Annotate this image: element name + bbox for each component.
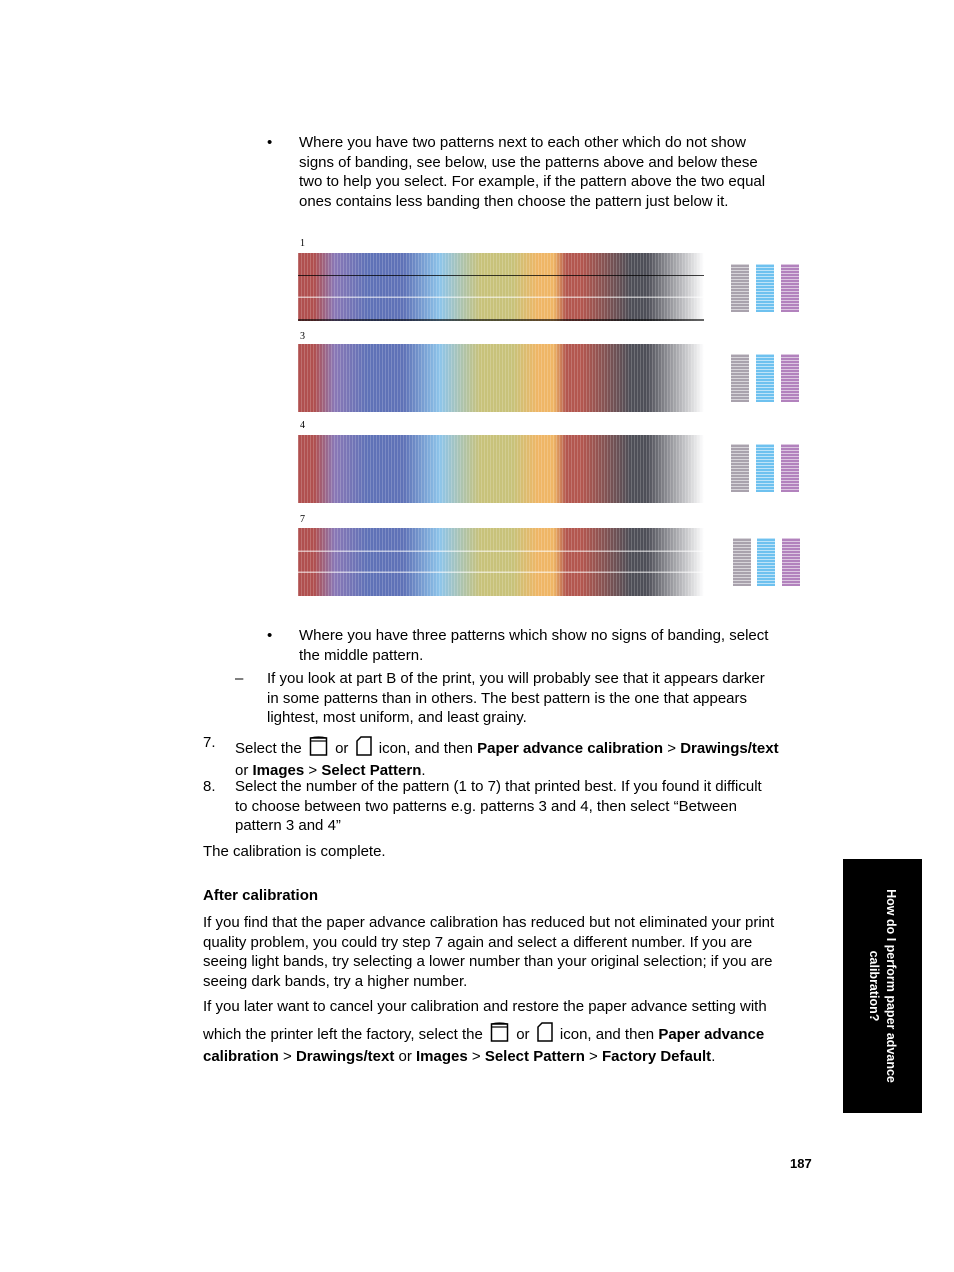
dash-text bbox=[267, 669, 812, 728]
menu-images: Images bbox=[416, 1048, 468, 1065]
bullet-1-text bbox=[299, 133, 809, 211]
side-tab-line: calibration? bbox=[867, 950, 881, 1022]
text-line: Where you have two patterns next to each other which do not show bbox=[299, 134, 746, 151]
text-line: seeing light bands, try selecting a lower number than your original selection; if you are bbox=[203, 953, 773, 970]
menu-factory-default: Factory Default bbox=[601, 1048, 712, 1065]
pattern-square-purple bbox=[782, 538, 800, 586]
menu-drawings-text: Drawings/text bbox=[295, 1048, 395, 1065]
chapter-side-tab-text bbox=[865, 866, 899, 1106]
dash-symbol: – bbox=[235, 670, 244, 687]
pattern-square-blue bbox=[756, 444, 774, 492]
text-line: Select the number of the pattern (1 to 7) that printed best. If you found it difficult bbox=[235, 778, 762, 795]
text: . bbox=[711, 1048, 716, 1065]
pattern-square-gray bbox=[733, 538, 751, 586]
text-line: to choose between two patterns e.g. patterns 3 and 4, then select “Between bbox=[235, 797, 737, 815]
step-8-number: 8. bbox=[203, 778, 216, 795]
text-line: the middle pattern. bbox=[299, 646, 424, 664]
bullet-marker: • bbox=[267, 134, 273, 151]
paragraph-1 bbox=[203, 913, 818, 991]
pattern-square-gray bbox=[731, 264, 749, 312]
pattern-square-blue bbox=[757, 538, 775, 586]
text: > bbox=[589, 1048, 598, 1065]
sheet-paper-icon bbox=[356, 736, 372, 762]
pattern-strip-3 bbox=[298, 344, 704, 412]
menu-paper-advance-calibration: Paper advance calibration bbox=[477, 740, 664, 757]
pattern-square-blue bbox=[756, 354, 774, 402]
text: . bbox=[421, 762, 426, 779]
bullet-marker: • bbox=[267, 627, 273, 644]
step-8-text bbox=[235, 777, 815, 836]
pattern-label: 3 bbox=[300, 331, 305, 342]
menu-calibration: calibration bbox=[203, 1048, 279, 1065]
bullet-2-text bbox=[299, 626, 809, 665]
step-7-number: 7. bbox=[203, 734, 216, 751]
text-line: in some patterns than in others. The best pattern is the one that appears bbox=[267, 689, 748, 707]
text-line: two to help you select. For example, if the pattern above the two equal bbox=[299, 173, 766, 190]
pattern-square-purple bbox=[781, 444, 799, 492]
pattern-strip-1 bbox=[298, 253, 704, 321]
text-line: If you look at part B of the print, you will probably see that it appears darker bbox=[267, 670, 765, 687]
text: icon, and then bbox=[378, 740, 473, 757]
text: > bbox=[308, 762, 318, 779]
text-line: lightest, most uniform, and least grainy. bbox=[267, 709, 527, 726]
pattern-square-gray bbox=[731, 354, 749, 402]
menu-select-pattern: Select Pattern bbox=[321, 762, 422, 779]
text: or bbox=[398, 1048, 412, 1065]
text-line: If you later want to cancel your calibration and restore the paper advance setting with bbox=[203, 998, 767, 1015]
pattern-square-purple bbox=[781, 264, 799, 312]
text-line: seeing dark bands, try a higher number. bbox=[203, 972, 468, 990]
bullet-1 bbox=[267, 133, 272, 153]
text-line: Where you have three patterns which show no signs of banding, select bbox=[299, 627, 769, 644]
text-line: quality problem, you could try step 7 again and select a different number. If you are bbox=[203, 933, 753, 951]
text-line: If you find that the paper advance calibration has reduced but not eliminated your print bbox=[203, 914, 775, 931]
roll-paper-icon bbox=[490, 1022, 509, 1048]
text: > bbox=[471, 1048, 481, 1065]
dash-marker bbox=[235, 669, 243, 689]
roll-paper-icon bbox=[309, 736, 328, 762]
section-heading: After calibration bbox=[203, 887, 319, 904]
text: or bbox=[516, 1025, 530, 1043]
menu-paper-advance: Paper advance bbox=[658, 1025, 765, 1043]
pattern-label: 7 bbox=[300, 514, 305, 525]
page-number: 187 bbox=[790, 1156, 812, 1171]
paragraph-2 bbox=[203, 997, 818, 1067]
text: > bbox=[667, 740, 677, 757]
text: Select the bbox=[235, 740, 302, 757]
text-line: ones contains less banding then choose the pattern just below it. bbox=[299, 192, 729, 210]
pattern-square-gray bbox=[731, 444, 749, 492]
text: icon, and then bbox=[559, 1025, 655, 1043]
pattern-strip-4 bbox=[298, 435, 704, 503]
pattern-square-purple bbox=[781, 354, 799, 402]
text: or bbox=[235, 762, 249, 779]
pattern-strip-7 bbox=[298, 528, 704, 596]
text-line: pattern 3 and 4” bbox=[235, 817, 341, 834]
text: which the printer left the factory, select the bbox=[203, 1025, 483, 1043]
sheet-paper-icon bbox=[537, 1022, 553, 1048]
text-line: signs of banding, see below, use the patterns above and below these bbox=[299, 153, 758, 171]
pattern-label: 1 bbox=[300, 238, 305, 249]
text: or bbox=[335, 740, 349, 757]
menu-drawings-text: Drawings/text bbox=[680, 740, 779, 757]
pattern-square-blue bbox=[756, 264, 774, 312]
calibration-complete-text: The calibration is complete. bbox=[203, 843, 386, 860]
menu-images: Images bbox=[252, 762, 305, 779]
pattern-label: 4 bbox=[300, 420, 305, 431]
bullet-2 bbox=[267, 626, 272, 646]
menu-select-pattern: Select Pattern bbox=[484, 1048, 585, 1065]
step-7-text bbox=[235, 736, 815, 781]
side-tab-line: How do I perform paper advance bbox=[884, 889, 898, 1083]
text: > bbox=[283, 1048, 292, 1065]
